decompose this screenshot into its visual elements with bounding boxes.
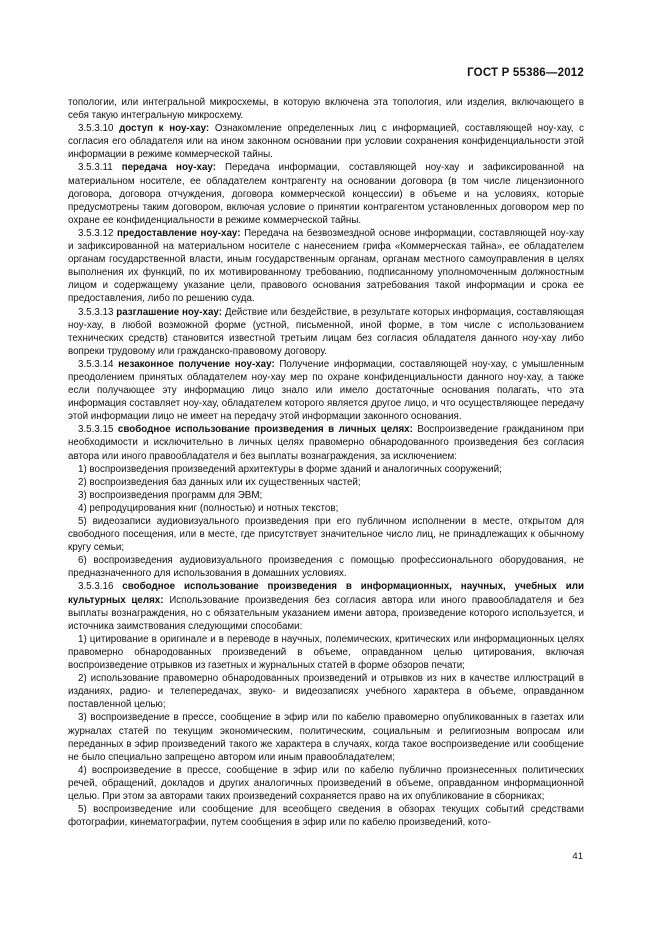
list-item: 6) воспроизведения аудиовизуального произведения с помощью профессионального оборудования, не предназначенного для использования в домашних условиях. [68, 555, 584, 580]
page-number: 41 [572, 851, 583, 862]
list-item: 3) воспроизведения программ для ЭВМ; [78, 489, 263, 501]
term-3-5-3-10: 3.5.3.10 доступ к ноу-хау: Ознакомление определенных лиц с информацией, составляющей ноу-хау, с согласия его обладателя или на ином законном основании при условии сохранения конфиденциальности этой информации в режиме коммерческой тайны. [68, 123, 584, 161]
term-3-5-3-14: 3.5.3.14 незаконное получение ноу-хау: Получение информации, составляющей ноу-хау, с умышленным преодолением принятых обладателем ноу-хау мер по охране конфиденциальности данного ноу-хау, а также если получающее эту информацию лицо знало или имело достаточные основания полагать, что эта информация составляет ноу-хау, обладателем которого является другое лицо, и что осуществляющее передачу этой информации лицо не имеет на передачу этой информации законного основания. [68, 358, 584, 423]
document-header: ГОСТ Р 55386—2012 [467, 67, 584, 79]
list-item: 2) воспроизведения баз данных или их существенных частей; [78, 476, 361, 488]
term-3-5-3-15: 3.5.3.15 свободное использование произведения в личных целях: Воспроизведение гражданином при необходимости и исключительно в личных целях правомерно обнародованного произведения без согласия автора или иного правообладателя и без выплаты вознаграждения, за исключением: [68, 424, 584, 462]
list-item: 1) цитирование в оригинале и в переводе в научных, полемических, критических или информационных целях правомерно обнародованных произведений в объеме, оправданном целью цитирования, включая воспроизведение отрывков из газетных и журнальных статей в форме обзоров печати; [68, 633, 584, 672]
list-item: 2) использование правомерно обнародованных произведений и отрывков из них в качестве иллюстраций в изданиях, радио- и телепередачах, звуко- и видеозаписях учебного характера в объеме, оправданном поставленной целью; [68, 673, 584, 711]
term-3-5-3-11: 3.5.3.11 передача ноу-хау: Передача информации, составляющей ноу-хау и зафиксированной на материальном носителе, ее обладателем контрагенту на основании договора (в том числе лицензионного договора, договора отчуждения, договора коммерческой концессии) в объеме и на условиях, которые предусмотрены таким договором, включая условие о принятии контрагентом установленных договором мер по охране ее конфиденциальности в режиме коммерческой тайны. [68, 162, 584, 226]
list-item: 5) видеозаписи аудиовизуального произведения при его публичном исполнении в месте, открытом для свободного посещения, или в месте, где присутствует значительное число лиц, не принадлежащих к обычному кругу семьи; [68, 516, 584, 554]
list-item: 3) воспроизведение в прессе, сообщение в эфир или по кабелю правомерно опубликованных в газетах или журналах статей по текущим экономическим, политическим, социальным и религиозным вопросам или переданных в эфир произведений такого же характера в случаях, когда такое воспроизведение или сообщение не было специально запрещено автором или иным правообладателем; [68, 712, 584, 763]
term-3-5-3-16: 3.5.3.16 свободное использование произведения в информационных, научных, учебных или культурных целях: Использование произведения без согласия автора или иного правообладателя и без выплаты вознаграждения, но с обязательным указанием имени автора, произведение которого используется, и источника заимствования следующими способами: [68, 581, 584, 632]
term-3-5-3-13: 3.5.3.13 разглашение ноу-хау: Действие или бездействие, в результате которых информация, составляющая ноу-хау, в любой возможной форме (устной, письменной, иной форме, в том числе с использованием технических средств) становится известной третьим лицам без согласия обладателя данного ноу-хау либо вопреки трудовому или гражданско-правовому договору. [68, 306, 584, 357]
paragraph-continuation: топологии, или интегральной микросхемы, в которую включена эта топология, или изделия, включающего в себя такую интегральную микросхему. [68, 97, 584, 122]
list-item: 4) воспроизведение в прессе, сообщение в эфир или по кабелю публично произнесенных политических речей, обращений, докладов и других аналогичных произведений в объеме, оправданном информационной целью. При этом за авторами таких произведений сохраняется право на их опубликование в сборниках; [68, 764, 584, 802]
list-item: 5) воспроизведение или сообщение для всеобщего сведения в обзорах текущих событий средствами фотографии, кинематографии, путем сообщения в эфир или по кабелю произведений, кото- [68, 804, 584, 829]
term-3-5-3-12: 3.5.3.12 предоставление ноу-хау: Передача на безвозмездной основе информации, составляющей ноу-хау и зафиксированной на материальном носителе с нанесением грифа «Коммерческая тайна», ее обладателем органам государственной власти, иным государственным органам, органам местного самоуправления в целях выполнения их функций, по их мотивированному требованию, подписанному уполномоченным должностным лицом и содержащему указание цели, правового основания затребования такой информации и срока ее предоставления, либо по решению суда. [68, 227, 584, 305]
list-item: 4) репродуцирования книг (полностью) и нотных текстов; [78, 502, 339, 514]
list-item: 1) воспроизведения произведений архитектуры в форме зданий и аналогичных сооружений; [78, 463, 502, 475]
page-body [68, 96, 584, 829]
